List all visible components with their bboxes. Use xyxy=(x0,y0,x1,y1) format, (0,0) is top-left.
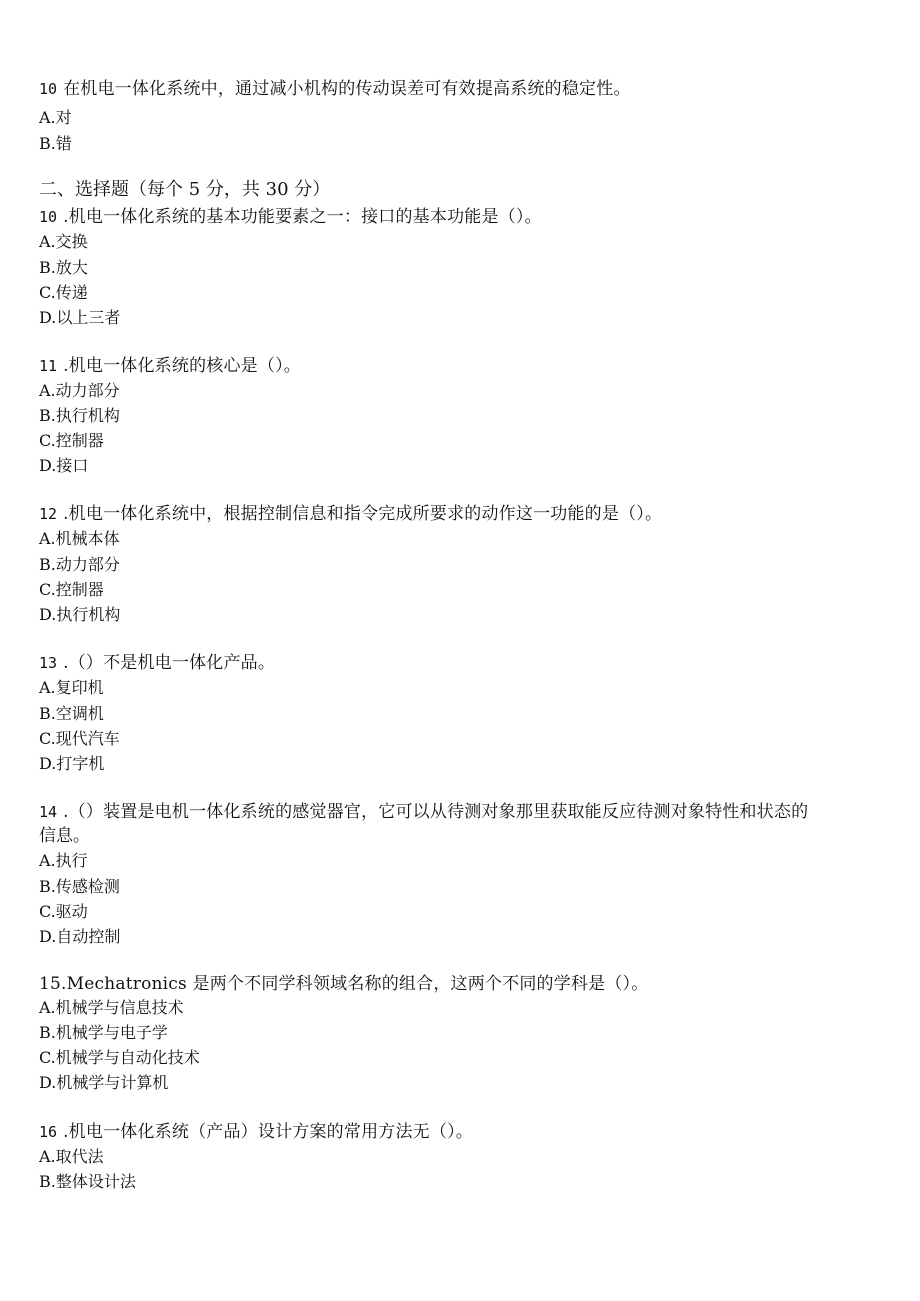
question-number: 10 xyxy=(39,208,58,226)
question-stem xyxy=(39,1121,473,1143)
option: A.机械本体 xyxy=(39,529,120,548)
option: D.打字机 xyxy=(39,754,105,773)
option: C.传递 xyxy=(39,283,88,302)
option: D.执行机构 xyxy=(39,605,121,624)
question-text: .机电一体化系统的核心是（）。 xyxy=(63,356,301,376)
question-number: 13 xyxy=(39,654,58,672)
option: D.接口 xyxy=(39,456,89,475)
option: A.动力部分 xyxy=(39,381,120,400)
option: B.执行机构 xyxy=(39,406,120,425)
option: B.传感检测 xyxy=(39,877,120,896)
option: C.现代汽车 xyxy=(39,729,120,748)
option: A.取代法 xyxy=(39,1147,104,1166)
option: B.空调机 xyxy=(39,704,104,723)
question-stem xyxy=(39,973,648,995)
option: A.机械学与信息技术 xyxy=(39,998,184,1017)
question-stem xyxy=(39,652,275,674)
option: B.整体设计法 xyxy=(39,1172,136,1191)
option: A.复印机 xyxy=(39,678,104,697)
option: B.机械学与电子学 xyxy=(39,1023,168,1042)
question-number: 11 xyxy=(39,357,58,375)
option: C.驱动 xyxy=(39,902,88,921)
question-text: .机电一体化系统的基本功能要素之一：接口的基本功能是（）。 xyxy=(63,207,542,227)
question-stem xyxy=(39,503,662,525)
option: A.交换 xyxy=(39,232,88,251)
question-number: 12 xyxy=(39,505,58,523)
question-stem xyxy=(39,78,631,100)
option: A.执行 xyxy=(39,851,88,870)
question-text: 在机电一体化系统中，通过减小机构的传动误差可有效提高系统的稳定性。 xyxy=(63,79,631,99)
option: D.以上三者 xyxy=(39,308,121,327)
section-title: 二、选择题（每个 5 分，共 30 分） xyxy=(39,179,331,200)
option: D.自动控制 xyxy=(39,927,121,946)
option: C.控制器 xyxy=(39,580,104,599)
question-text: 15.Mechatronics 是两个不同学科领域名称的组合，这两个不同的学科是（）。 xyxy=(39,974,649,994)
option: C.控制器 xyxy=(39,431,104,450)
question-stem xyxy=(39,801,808,823)
question-number: 10 xyxy=(39,80,58,98)
question-text: .（）装置是电机一体化系统的感觉器官，它可以从待测对象那里获取能反应待测对象特性和状态的 xyxy=(63,802,809,822)
option: B.动力部分 xyxy=(39,555,120,574)
question-number: 16 xyxy=(39,1123,58,1141)
option: B.放大 xyxy=(39,258,88,277)
question-stem xyxy=(39,206,542,228)
option: D.机械学与计算机 xyxy=(39,1073,169,1092)
option: A.对 xyxy=(39,108,72,127)
option: C.机械学与自动化技术 xyxy=(39,1048,200,1067)
question-text-continued: 信息。 xyxy=(39,826,90,846)
question-text: .机电一体化系统（产品）设计方案的常用方法无（）。 xyxy=(63,1122,473,1142)
question-number: 14 xyxy=(39,803,58,821)
question-text: .（）不是机电一体化产品。 xyxy=(63,653,276,673)
question-stem xyxy=(39,355,301,377)
question-text: .机电一体化系统中，根据控制信息和指令完成所要求的动作这一功能的是（）。 xyxy=(63,504,663,524)
option: B.错 xyxy=(39,134,72,153)
